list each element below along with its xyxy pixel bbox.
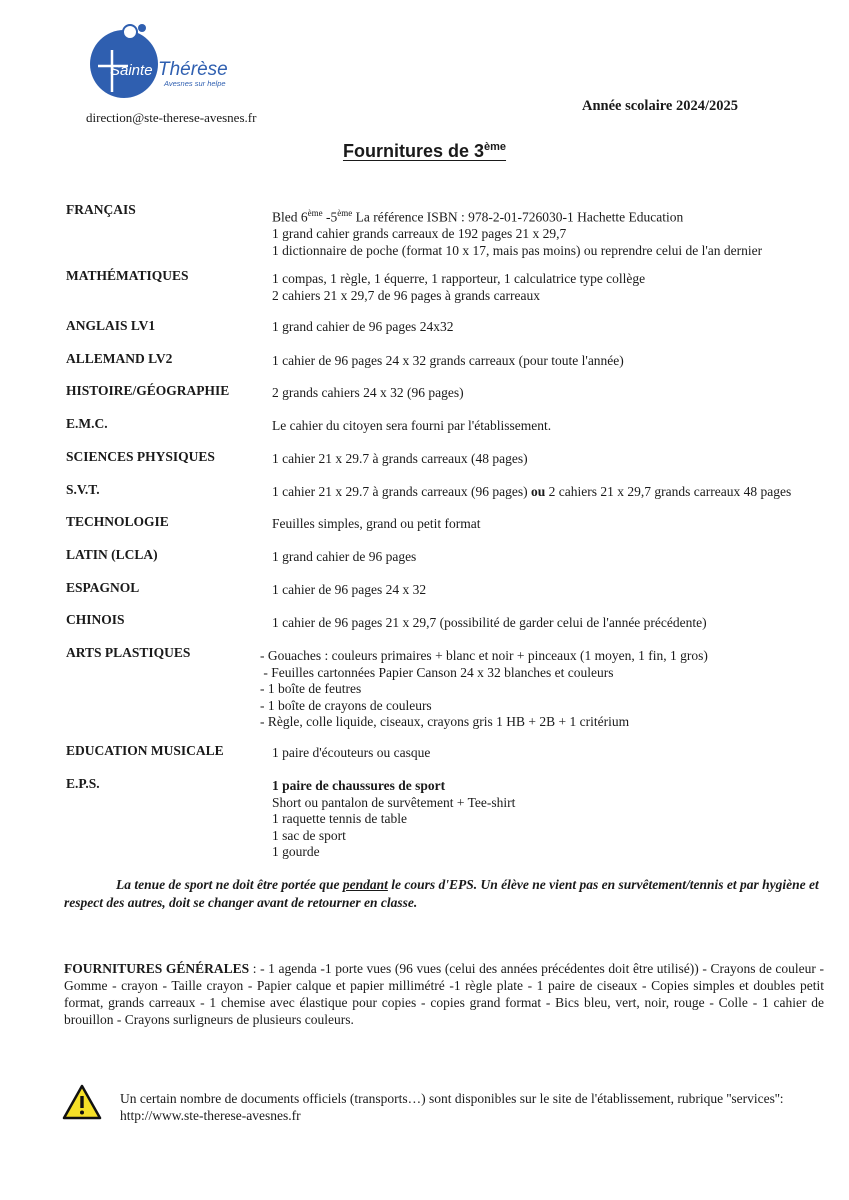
items-mathematiques (272, 271, 645, 304)
item-line: 1 cahier de 96 pages 24 x 32 grands carreaux (pour toute l'année) (272, 353, 624, 368)
items-eps (272, 778, 515, 861)
logo-subtext: Avesnes sur helpe (164, 79, 226, 88)
item-line: - Feuilles cartonnées Papier Canson 24 x 32 blanches et couleurs (260, 664, 614, 680)
logo-text-therese: Thérèse (158, 59, 228, 80)
item-line: 1 grand cahier de 96 pages (272, 549, 417, 564)
subject-emc: E.M.C. (66, 416, 108, 431)
item-line: 2 cahiers 21 x 29,7 de 96 pages à grands carreaux (272, 287, 541, 303)
item-line: 1 cahier 21 x 29.7 à grands carreaux (96 pages) ou 2 cahiers 21 x 29,7 grands carreaux 48 pages (272, 484, 792, 499)
item-line: 1 paire d'écouteurs ou casque (272, 745, 431, 760)
subject-anglais: ANGLAIS LV1 (66, 318, 156, 333)
items-sciences-physiques (272, 451, 528, 468)
items-chinois (272, 615, 707, 632)
school-year: Année scolaire 2024/2025 (582, 98, 738, 114)
footer-text: Un certain nombre de documents officiels (transports…) sont disponibles sur le site de l'établissement, rubrique ''services'': (120, 1091, 784, 1106)
item-line: Le cahier du citoyen sera fourni par l'établissement. (272, 418, 552, 433)
subject-svt: S.V.T. (66, 482, 100, 497)
item-line: 1 grand cahier grands carreaux de 192 pages 21 x 29,7 (272, 226, 567, 241)
subject-francais: FRANÇAIS (66, 202, 136, 217)
subject-education-musicale: EDUCATION MUSICALE (66, 743, 224, 758)
item-line: - Gouaches : couleurs primaires + blanc et noir + pinceaux (1 moyen, 1 fin, 1 gros) (260, 648, 708, 663)
items-anglais (272, 319, 453, 336)
item-line: 1 dictionnaire de poche (format 10 x 17, mais pas moins) ou reprendre celui de l'an dernier (272, 242, 763, 258)
item-line: 1 gourde (272, 844, 320, 859)
general-supplies: FOURNITURES GÉNÉRALES : - 1 agenda -1 porte vues (96 vues (celui des années précédentes doit être utilisé)) - Crayons de couleur - Gomme - crayon - Taille crayon - Papier calque et papier millimétré -1 règle plate - 1 paire de ciseaux - Copies simples et doubles petit format, grands carreaux - 1 chemise avec élastique pour copies - copies grand format - Bics bleu, vert, noir, rouge - Colle - 1 cahier de brouillon - Crayons surligneurs de plusieurs couleurs. (64, 961, 824, 1027)
subject-allemand: ALLEMAND LV2 (66, 351, 173, 366)
item-line: 1 compas, 1 règle, 1 équerre, 1 rapporteur, 1 calculatrice type collège (272, 271, 646, 286)
items-education-musicale (272, 745, 430, 762)
item-line: 1 raquette tennis de table (272, 811, 407, 826)
warning-icon (62, 1084, 102, 1120)
item-line: - 1 boîte de feutres (260, 681, 362, 696)
items-technologie (272, 516, 480, 533)
school-logo (84, 22, 254, 102)
page-title: Fournitures de 3ème (342, 141, 507, 161)
item-line: - 1 boîte de crayons de couleurs (260, 697, 432, 713)
subject-mathematiques: MATHÉMATIQUES (66, 268, 189, 283)
subject-histoire-geographie: HISTOIRE/GÉOGRAPHIE (66, 383, 230, 398)
sport-notice: La tenue de sport ne doit être portée que pendant le cours d'EPS. Un élève ne vient pas en survêtement/tennis et par hygiène et respect des autres, doit se changer avant de retourner en classe. (64, 877, 819, 910)
item-line: 1 cahier de 96 pages 21 x 29,7 (possibilité de garder celui de l'année précédente) (272, 615, 707, 630)
subject-arts-plastiques: ARTS PLASTIQUES (66, 645, 191, 660)
items-histoire-geographie (272, 385, 464, 402)
items-emc (272, 418, 551, 435)
contact-email[interactable]: direction@ste-therese-avesnes.fr (86, 110, 257, 125)
subject-technologie: TECHNOLOGIE (66, 514, 169, 529)
subject-eps: E.P.S. (66, 776, 100, 791)
items-svt (272, 484, 791, 501)
items-allemand (272, 353, 624, 370)
items-latin (272, 549, 416, 566)
item-line: 1 paire de chaussures de sport (272, 778, 446, 793)
subject-sciences-physiques: SCIENCES PHYSIQUES (66, 449, 215, 464)
subject-chinois: CHINOIS (66, 612, 125, 627)
item-line: 1 sac de sport (272, 827, 346, 843)
website-link[interactable]: http://www.ste-therese-avesnes.fr (120, 1108, 301, 1123)
item-line: 2 grands cahiers 24 x 32 (96 pages) (272, 385, 464, 400)
item-line: Bled 6ème -5ème La référence ISBN : 978-2-01-726030-1 Hachette Education (272, 208, 684, 225)
item-line: 1 grand cahier de 96 pages 24x32 (272, 319, 454, 334)
item-line: Feuilles simples, grand ou petit format (272, 516, 481, 531)
items-arts-plastiques (260, 648, 708, 731)
items-francais (272, 205, 762, 259)
subject-espagnol: ESPAGNOL (66, 580, 140, 595)
subject-latin: LATIN (LCLA) (66, 547, 158, 562)
item-line: 1 cahier 21 x 29.7 à grands carreaux (48 pages) (272, 451, 528, 466)
logo-text-sainte: Sainte (110, 62, 153, 79)
footer-note (120, 1090, 830, 1124)
item-line: - Règle, colle liquide, ciseaux, crayons gris 1 HB + 2B + 1 critérium (260, 714, 630, 729)
item-line: 1 cahier de 96 pages 24 x 32 (272, 582, 427, 597)
items-espagnol (272, 582, 426, 599)
item-line: Short ou pantalon de survêtement + Tee-shirt (272, 794, 516, 810)
